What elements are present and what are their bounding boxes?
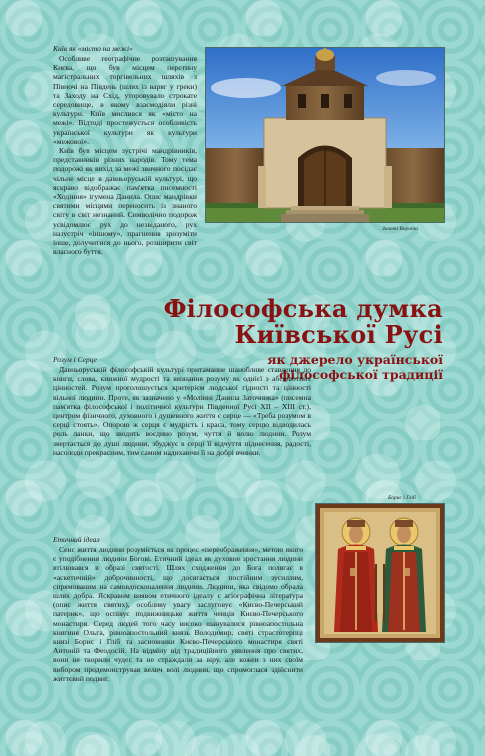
subtitle-line-2: філософської традиції: [279, 367, 443, 382]
ethics-paragraph: Сенс життя людини розуміється як процес «переображення», метою якого є уподібнення людини Богові. Етичний ідеал як духовне зростання людини втілювався в образі святості. Шлях сходження до Бога полягає в «аскетичній» доброчинності, що досягається постійним зусиллям, спрямованим на самовдосконалення людини. Людини, яка свідомо обрала шлях добра. Яскравим виявом етичного ідеалу є агіографічна література (опис життя святих), особливу увагу заслуговує «Києво-Печерський патерик», що оспівує подвижницьке життя ченців Києво-Печерського монастиря. Серед людей того часу високо шанувалися рівноапостольна княгиня Ольга, рівноапостольний князь Володимир, святі страстотерпці князі Борис і Гліб та засновники Києво-Печерського монастиря святі Антоній та Феодосій. На відміну від традиційного уявлення про святих, вони не творили чудес та не страждали за віру, але кожен з них своїм вибором продемонстрував велич волі людини, що спромоглася здійснити життєвий подвиг.: [53, 545, 303, 683]
reason-section: [53, 355, 311, 457]
golden-gate-photo: [205, 47, 445, 223]
reason-text: [53, 365, 311, 457]
ethics-text: [53, 545, 303, 683]
golden-gate-illustration: [206, 48, 444, 222]
reason-paragraph: Давньоруській філософській культурі притаманне шанобливе ставлення до книги, слова, книжної мудрості та визнання розуму як однієї з абсолютних цінностей. Розум проголошується критерієм людської гідності та цінності вільної людини. Проте, як зазначено у «Молінні Данила Заточника» (писемна пам'ятка філософської і політичної культури Південної Русі XII – XIII ст.), центром фізичного, духовного і душевного життя є серце — «Треба розумом в серці стоять». Опорою ж серця є мудрість і краса, тому серцю відводилась роль ланки, що зводить воєдино розум, чуття й волю людини. Розум звертається до душі людини, збуджує в серці її відчуття піднесення, радості, насолоди прекрасним, тим самим надихаючи її на добрі вчинки.: [53, 365, 311, 457]
kyiv-text: [53, 54, 197, 256]
ethics-section: [53, 535, 443, 545]
reason-heading: Розум і Серце: [53, 355, 97, 364]
kyiv-section: [53, 44, 197, 256]
title-line-2: Київської Русі: [234, 320, 443, 349]
kyiv-paragraph-1: Особливе географічне розташування Києва, що був місцем перетину магістральних торгівельних шляхів з Півночі на Південь (шлях із варяг у греки) та Заходу на Схід, уторовувало строкате середовище, в якому взаємодіяли різні культури. Київ мислився як «місто на межі». Відтоді простежується особливість української культури як культури «межової».: [53, 54, 197, 146]
boris-gleb-icon-image: [315, 503, 445, 643]
boris-gleb-illustration: [316, 504, 444, 642]
kyiv-paragraph-2: Київ був місцем зустрічі мандрівників, представників різних народів. Тому тема подорожі як вихід за межі звичного посідає чільне місце в давньоруській культурі, що яскраво відображає пам'ятка писемності «Ходіння» ігумена Данила. Опис мандрівки святими місцями переносить із знаного світу в світ незнаний. Символічно подорож усвідомлює рух до незвіданого, рух назустріч «іншому», прагнення зрозуміти інше, долучитися до нього, розширити світ власного буття.: [53, 146, 197, 257]
icon-caption: Борис і Гліб: [388, 495, 416, 501]
title-line-1: Філософська думка: [163, 294, 443, 323]
kyiv-heading: Київ як «місто на межі»: [53, 44, 133, 53]
golden-gate-caption: Золоті Ворота: [382, 226, 418, 232]
subtitle-line-1: як джерело української: [267, 352, 443, 367]
ethics-heading: Етичний ідеал: [53, 535, 100, 544]
